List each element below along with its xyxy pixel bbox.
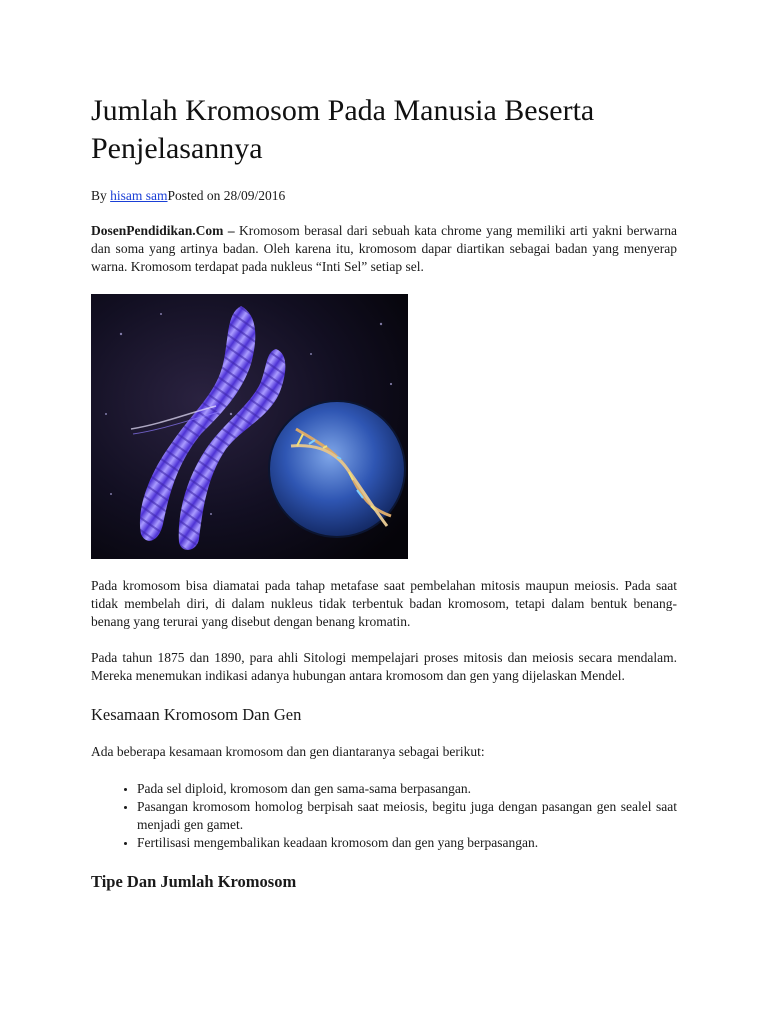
paragraph-kesamaan-intro: Ada beberapa kesamaan kromosom dan gen diantaranya sebagai berikut: <box>91 744 485 759</box>
list-item: • Pasangan kromosom homolog berpisah saat meiosis, begitu juga dengan pasangan gen sealel saat menjadi gen gamet. <box>137 798 677 834</box>
intro-dash: – <box>223 223 240 238</box>
heading-kesamaan: Kesamaan Kromosom Dan Gen <box>91 705 302 724</box>
byline <box>91 187 677 205</box>
intro-paragraph <box>91 222 677 276</box>
chromosome-dna-illustration <box>91 294 408 559</box>
paragraph-metafase: Pada kromosom bisa diamatai pada tahap metafase saat pembelahan mitosis maupun meiosis. Pada saat tidak membelah diri, di dalam nukleus tidak terbentuk badan kromosom, tetapi dalam bentuk benang-benang yang terurai yang disebut dengan benang kromatin. <box>91 578 677 629</box>
paragraph-history: Pada tahun 1875 dan 1890, para ahli Sitologi mempelajari proses mitosis dan meiosis secara mendalam. Mereka menemukan indikasi adanya hubungan antara kromosom dan gen yang dijelaskan Mendel. <box>91 650 677 683</box>
heading-tipe: Tipe Dan Jumlah Kromosom <box>91 872 297 891</box>
intro-text: Kromosom berasal dari sebuah kata chrome yang memiliki arti yakni berwarna dan soma yang artinya badan. Oleh karena itu, kromosom dapar diartikan sebagai badan yang menyerap warna. Kromosom terdapat pada nukleus “Inti Sel” setiap sel. <box>91 223 677 274</box>
article-title: Jumlah Kromosom Pada Manusia Beserta Penjelasannya <box>91 94 595 165</box>
list-item: • Pada sel diploid, kromosom dan gen sama-sama berpasangan. <box>137 780 677 798</box>
author-link[interactable]: hisam sam <box>110 188 168 203</box>
similarity-list <box>91 780 677 852</box>
site-name: DosenPendidikan.Com <box>91 223 224 238</box>
article <box>91 92 677 893</box>
list-item: • Fertilisasi mengembalikan keadaan kromosom dan gen yang berpasangan. <box>137 834 677 852</box>
byline-by: By <box>91 188 111 203</box>
byline-date: Posted on 28/09/2016 <box>167 188 286 203</box>
